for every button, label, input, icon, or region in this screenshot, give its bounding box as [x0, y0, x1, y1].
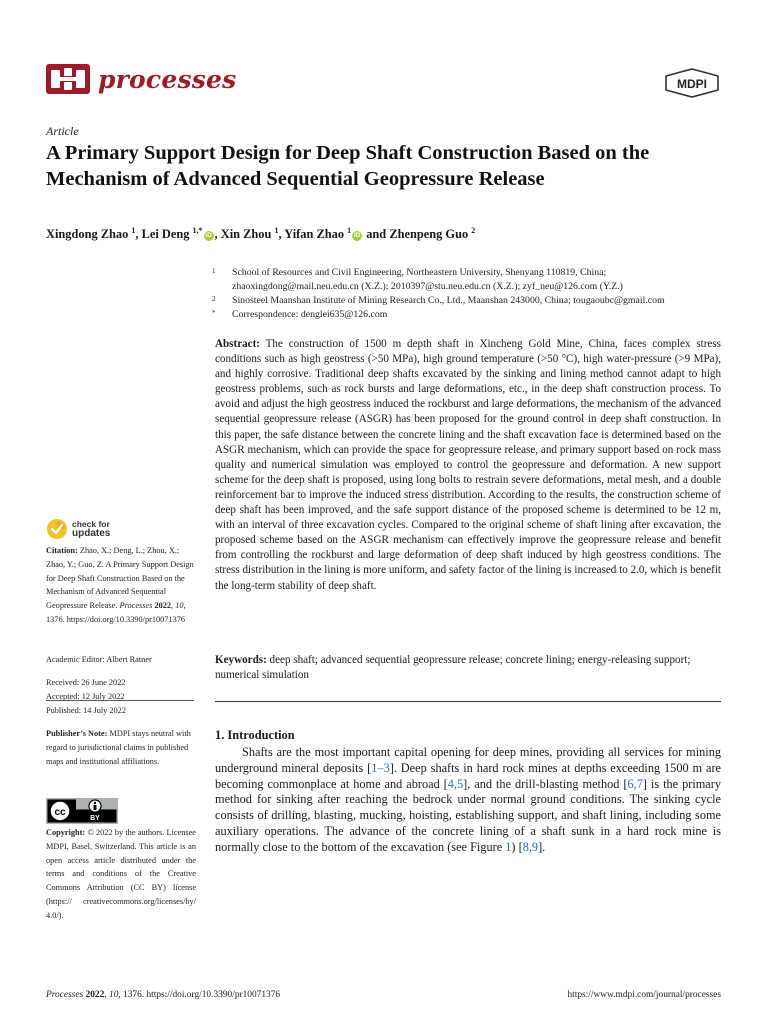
author-name[interactable]: Lei Deng — [141, 227, 193, 242]
published-date: Published: 14 July 2022 — [46, 706, 126, 715]
note-label: Publisher’s Note: — [46, 729, 108, 738]
article-title: A Primary Support Design for Deep Shaft Construction Based on the Mechanism of Advanced Sequential Geopressure Release — [46, 142, 650, 190]
correspondence-text[interactable]: Correspondence: denglei635@126.com — [232, 309, 388, 320]
affiliation-mark: 2 — [212, 295, 216, 303]
cc-by-license-icon[interactable] — [46, 798, 118, 824]
affiliation-mark: 1 — [212, 267, 216, 275]
cc-by-label: BY — [90, 815, 100, 822]
mdpi-label: MDPI — [677, 77, 707, 91]
author-name[interactable]: Xingdong Zhao — [46, 227, 132, 242]
citation-year: 2022 — [154, 601, 172, 611]
author-list — [46, 226, 475, 242]
section-heading-introduction: 1. Introduction — [215, 728, 295, 742]
publishers-note — [46, 727, 196, 768]
author-name[interactable]: Zhenpeng Guo — [389, 227, 472, 242]
reference-link[interactable]: 4,5 — [447, 776, 464, 791]
svg-text:cc: cc — [54, 807, 66, 818]
check-updates-line-2: updates — [72, 528, 111, 539]
footer-year: 2022 — [85, 990, 105, 1000]
citation-label: Citation: — [46, 546, 78, 555]
citation-block: Citation: Zhao, X.; Deng, L.; Zhou, X.; Zhao, Y.; Guo, Z. A Primary Support Design for Deep Shaft Construction Based on the Mechanism of Advanced Sequential Geopressure Release. Processes 2022, 10, 1376. https://doi.org/10.3390/pr10071376 — [46, 546, 194, 624]
intro-text: ]. Deep shafts in hard rock mines at depths exceeding 1500 m are becoming commonplace at home and abroad [ — [215, 760, 721, 791]
abstract-text: The construction of 1500 m depth shaft in Xincheng Gold Mine, China, faces complex stress conditions such as high geostress (>50 MPa), high ground temperature (>50 °C), high water-pressure (>9 MPa), and highly corrosive. Traditional deep shafts excavated by the sinking and lining method cannot adapt to high geostress problems, such as rock bursts and large deformations, etc., in the deep shaft construction process. To avoid and adjust the high geostress induced the rockburst and large deformations, the mechanism of the advanced sequential geopressure release (ASGR) has been proposed for the ground control in deep shaft construction. In this paper, the safe distance between the concrete lining and the shaft excavation face is determined based on the ASGR mechanism, which can provide the space for geopressure release, and primary support based on rock mass quality and numerical simulation was employed to control the geopressure and deformation. A new support scheme for the deep shaft is proposed, using long bolts to restrain severe deformations, metal mesh, and a double reinforcement bar to improve the induced stress distribution. According to the results, the construction scheme of deep shaft has been improved, and the safe support distance of the proposed scheme is determined to be 12 m, with an interval of three excavation cycles. Compared to the original scheme of shaft lining after excavation, the proposed scheme based on the ASGR mechanism can effectively improve the geopressure release and benefit from controlling the rockburst and large deformation of deep shaft induced by high geostress conditions. The stress distribution in the lining is more uniform, and safety factor of the lining is increased to 2.0, which is benefit the long-term stability of deep shaft. — [215, 338, 721, 592]
citation-text: Zhao, X.; Deng, L.; Zhou, X.; Zhao, Y.; Guo, Z. A Primary Support Design for Deep Shaft Construction Based on the Mechanism of Advanced Sequential Geopressure Release. — [46, 546, 194, 611]
intro-text: ]. — [538, 839, 546, 854]
affiliation-mark: * — [212, 309, 216, 317]
citation-volume: 10 — [175, 601, 184, 611]
author-separator: and — [363, 227, 390, 242]
journal-logo[interactable] — [46, 62, 236, 96]
author-separator: , — [214, 227, 221, 242]
reference-link[interactable]: 8,9 — [522, 839, 539, 854]
abstract-label: Abstract: — [215, 338, 260, 350]
section-divider — [215, 701, 721, 702]
author-affiliation-sup: 2 — [471, 226, 476, 235]
copyright-block — [46, 826, 196, 923]
abstract — [215, 337, 721, 594]
intro-text: ) [ — [511, 839, 523, 854]
reference-link[interactable]: 1–3 — [371, 760, 390, 775]
check-updates-label — [72, 520, 110, 538]
received-date: Received: 26 June 2022 — [46, 678, 126, 687]
article-type: Article — [46, 124, 79, 138]
footer-volume: 10 — [108, 990, 119, 1000]
check-updates-icon — [46, 518, 68, 540]
footer-citation: Processes 2022, 10, 1376. https://doi.org/10.3390/pr10071376 — [46, 990, 281, 1000]
author-affiliation-sup: 1 — [274, 226, 279, 235]
affiliation-text: Sinosteel Maanshan Institute of Mining Research Co., Ltd., Maanshan 243000, China; tougaoubc@gmail.com — [232, 295, 665, 306]
check-for-updates-button[interactable] — [46, 518, 110, 540]
intro-text: Shafts are the most important capital opening for deep mines, providing all services for mining underground mineral deposits [ — [215, 745, 721, 775]
processes-logo-icon — [46, 62, 90, 96]
footer-doi[interactable]: , 1376. https://doi.org/10.3390/pr10071376 — [118, 990, 281, 1000]
keywords-label: Keywords: — [215, 654, 267, 666]
author-name[interactable]: Yifan Zhao — [284, 227, 348, 242]
author-separator: , — [135, 227, 142, 242]
note-text: MDPI stays neutral with regard to jurisdictional claims in published maps and institutional affiliations. — [46, 729, 191, 766]
citation-doi[interactable]: , 1376. https://doi.org/10.3390/pr10071376 — [46, 601, 186, 624]
accepted-date: Accepted: 12 July 2022 — [46, 692, 125, 701]
author-affiliation-sup: 1,* — [192, 226, 203, 235]
footer-journal: Processes — [46, 990, 84, 1000]
keywords-text: deep shaft; advanced sequential geopressure release; concrete lining; energy-releasing support; numerical simulation — [215, 654, 691, 682]
check-updates-line-1: check for — [72, 519, 110, 529]
author-affiliation-sup: 1 — [131, 226, 136, 235]
figure-link[interactable]: 1 — [505, 839, 512, 854]
affiliation-text: School of Resources and Civil Engineering, Northeastern University, Shenyang 110819, China; — [232, 267, 607, 278]
keywords — [215, 653, 721, 683]
reference-link[interactable]: 6,7 — [627, 776, 643, 791]
author-name[interactable]: Xin Zhou — [220, 227, 275, 242]
orcid-icon[interactable]: iD — [353, 232, 361, 240]
affiliation-emails[interactable]: zhaoxingdong@mail.neu.edu.cn (X.Z.); 2010397@stu.neu.edu.cn (X.Z.); zyf_neu@126.com (Y.Z.) — [232, 281, 623, 292]
author-separator: , — [278, 227, 285, 242]
academic-editor: Academic Editor: Albert Ratner — [46, 655, 152, 664]
journal-name: processes — [98, 64, 237, 94]
mdpi-logo-icon[interactable] — [664, 68, 720, 98]
copyright-text: © 2022 by the authors. Licensee MDPI, Basel, Switzerland. This article is an open access article distributed under the terms and conditions of the Creative Commons Attribution (CC BY) license (https:// creativecommons.org/licenses/by/ 4.0/). — [46, 828, 196, 920]
introduction-paragraph — [215, 745, 721, 856]
copyright-label: Copyright: — [46, 828, 86, 837]
orcid-icon[interactable]: iD — [205, 232, 212, 240]
intro-text: ] is the primary method for sinking after reaching the bedrock under normal ground conditions. The sinking cycle consists of drilling, blasting, mucking, hoisting, establishing support, and shaft lining, including some auxiliary operations. The advance of the concrete lining of a shaft sunk in a hard rock mine is normally close to the bottom of the excavation (see Figure — [215, 776, 721, 854]
citation-journal: Processes — [119, 601, 153, 611]
footer-journal-url[interactable]: https://www.mdpi.com/journal/processes — [567, 990, 721, 1000]
intro-text: ], and the drill-blasting method [ — [463, 776, 628, 791]
author-affiliation-sup: 1 — [347, 226, 352, 235]
